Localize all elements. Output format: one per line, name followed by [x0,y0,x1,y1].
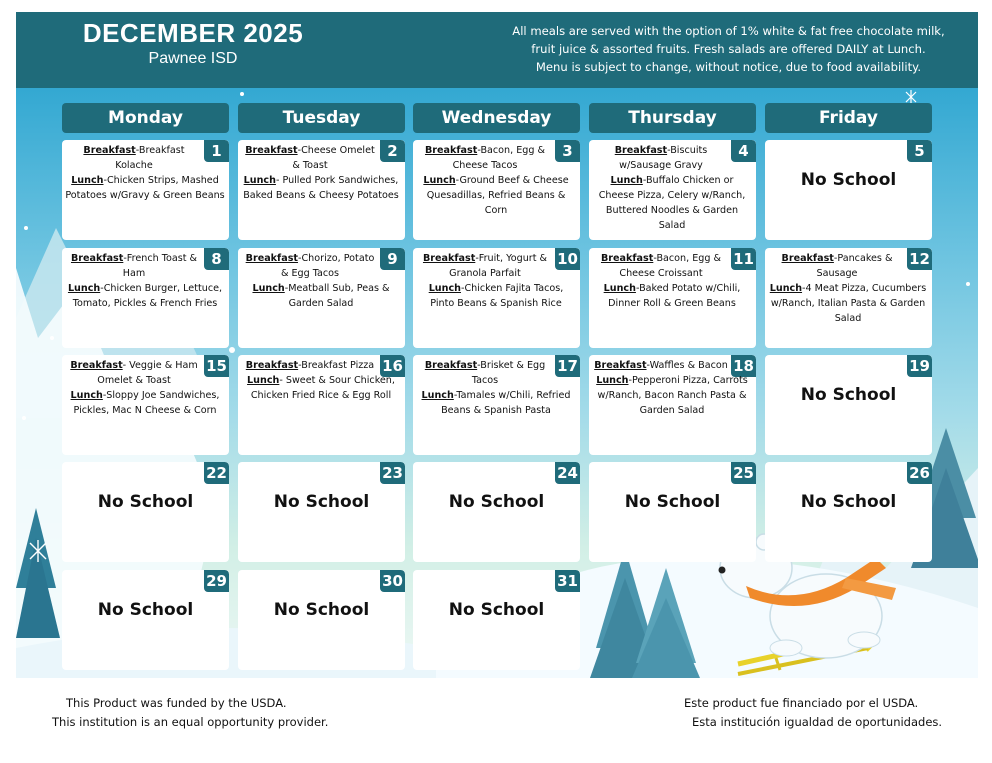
day-header-wednesday: Wednesday [413,103,580,133]
lunch-items: -Buffalo Chicken or Cheese Pizza, Celery w/Ranch, Buttered Noodles & Garden Salad [598,175,746,231]
day-cell-29 [62,570,229,670]
breakfast-items: - Veggie & Ham Omelet & Toast [97,360,198,386]
date-number: 2 [380,140,405,162]
lunch-label: Lunch [610,175,643,186]
breakfast-label: Breakfast [781,253,834,264]
calendar-header [16,12,978,88]
breakfast-items: -Breakfast Pizza [298,360,375,371]
lunch-label: Lunch [252,283,285,294]
breakfast-label: Breakfast [424,145,478,156]
breakfast-items: -Breakfast Kolache [115,145,185,171]
day-cell-22 [62,462,229,562]
notice-line: All meals are served with the option of 1% white & fat free chocolate milk, [512,24,945,38]
date-number: 11 [731,248,756,270]
date-number: 17 [555,355,580,377]
footer-equal-opportunity-es: Esta institución igualdad de oportunidades. [692,715,943,729]
date-number: 30 [380,570,405,592]
no-school-label: No School [97,492,194,512]
breakfast-label: Breakfast [245,360,299,371]
date-number: 31 [555,570,580,592]
date-number: 18 [731,355,756,377]
day-menu [65,143,225,203]
footer-equal-opportunity-en: This institution is an equal opportunity provider. [52,715,329,729]
no-school-label: No School [273,600,370,620]
date-number: 26 [907,462,932,484]
day-cell-15 [62,355,229,455]
lunch-label: Lunch [243,175,276,186]
breakfast-items: -French Toast & Ham [122,253,198,279]
date-number: 22 [204,462,229,484]
lunch-label: Lunch [421,390,454,401]
date-number: 25 [731,462,756,484]
day-cell-5 [765,140,932,240]
breakfast-items: -Brisket & Egg Tacos [471,360,546,386]
breakfast-items: -Cheese Omelet & Toast [292,145,375,171]
breakfast-label: Breakfast [594,360,647,371]
lunch-items: -4 Meat Pizza, Cucumbers w/Ranch, Italian Pasta & Garden Salad [770,283,927,324]
date-number: 12 [907,248,932,270]
day-header-tuesday: Tuesday [238,103,405,133]
day-cell-9 [238,248,405,348]
breakfast-label: Breakfast [70,253,124,264]
breakfast-label: Breakfast [614,145,668,156]
date-number: 5 [907,140,932,162]
notice-line: Menu is subject to change, without notice, due to food availability. [535,60,922,74]
breakfast-items: -Chorizo, Potato & Egg Tacos [280,253,375,279]
date-number: 1 [204,140,229,162]
lunch-items: -Baked Potato w/Chili, Dinner Roll & Green Beans [608,283,741,309]
lunch-label: Lunch [67,283,101,294]
breakfast-label: Breakfast [422,253,476,264]
date-number: 24 [555,462,580,484]
lunch-items: - Pulled Pork Sandwiches, Baked Beans & Cheesy Potatoes [243,175,399,201]
day-cell-3 [413,140,580,240]
snowflake-icon [906,90,916,104]
lunch-label: Lunch [423,175,456,186]
lunch-items: - Sweet & Sour Chicken, Chicken Fried Rice & Egg Roll [250,375,395,401]
date-number: 3 [555,140,580,162]
day-cell-24 [413,462,580,562]
lunch-items: -Pepperoni Pizza, Carrots w/Ranch, Bacon Ranch Pasta & Garden Salad [597,375,748,416]
date-number: 9 [380,248,405,270]
lunch-items: -Chicken Fajita Tacos, Pinto Beans & Spanish Rice [430,283,564,309]
footer-usda-es: Este product fue financiado por el USDA. [684,696,919,710]
day-cell-11 [589,248,756,348]
day-header-monday: Monday [62,103,229,133]
day-menu [65,251,223,311]
lunch-label: Lunch [596,375,629,386]
breakfast-items: -Waffles & Bacon [646,360,728,371]
day-cell-30 [238,570,405,670]
lunch-label: Lunch [70,390,103,401]
no-school-label: No School [97,600,194,620]
day-menu [241,251,390,311]
day-cell-2 [238,140,405,240]
day-cell-1 [62,140,229,240]
breakfast-items: -Fruit, Yogurt & Granola Parfait [449,253,548,279]
lunch-label: Lunch [428,283,461,294]
lunch-label: Lunch [603,283,636,294]
district-name: Pawnee ISD [148,50,238,67]
breakfast-items: -Pancakes & Sausage [816,253,893,279]
day-cell-10 [413,248,580,348]
day-cell-18 [589,355,756,455]
no-school-label: No School [800,492,897,512]
breakfast-items: -Bacon, Egg & Cheese Tacos [452,145,546,171]
day-cell-16 [238,355,405,455]
breakfast-label: Breakfast [83,145,136,156]
breakfast-items: -Biscuits w/Sausage Gravy [619,145,708,171]
day-menu [416,251,564,311]
lunch-items: -Chicken Strips, Mashed Potatoes w/Gravy & Green Beans [65,175,225,201]
day-cell-25 [589,462,756,562]
lunch-label: Lunch [71,175,104,186]
day-menu [592,251,741,311]
breakfast-items: -Bacon, Egg & Cheese Croissant [619,253,722,279]
day-cell-31 [413,570,580,670]
date-number: 29 [204,570,229,592]
date-number: 8 [204,248,229,270]
lunch-items: -Meatball Sub, Peas & Garden Salad [284,283,390,309]
day-cell-8 [62,248,229,348]
breakfast-label: Breakfast [70,360,123,371]
breakfast-label: Breakfast [600,253,654,264]
notice-line: fruit juice & assorted fruits. Fresh salads are offered DAILY at Lunch. [531,42,926,56]
lunch-items: -Sloppy Joe Sandwiches, Pickles, Mac N Cheese & Corn [73,390,220,416]
day-cell-23 [238,462,405,562]
date-number: 16 [380,355,405,377]
lunch-items: -Chicken Burger, Lettuce, Tomato, Pickles & French Fries [72,283,223,309]
day-cell-26 [765,462,932,562]
lunch-items: -Tamales w/Chili, Refried Beans & Spanish Pasta [441,390,571,416]
date-number: 4 [731,140,756,162]
date-number: 23 [380,462,405,484]
breakfast-label: Breakfast [245,253,299,264]
no-school-label: No School [800,170,897,190]
day-menu [592,143,746,233]
no-school-label: No School [624,492,721,512]
day-header-thursday: Thursday [589,103,756,133]
breakfast-label: Breakfast [245,145,298,156]
day-cell-19 [765,355,932,455]
winter-scene [16,88,978,678]
day-header-friday: Friday [765,103,932,133]
lunch-label: Lunch [769,283,803,294]
day-menu [241,143,399,203]
menu-notice [486,22,971,76]
date-number: 15 [204,355,229,377]
no-school-label: No School [800,385,897,405]
month-title: DECEMBER 2025 [82,18,304,48]
day-menu [416,143,569,218]
day-cell-17 [413,355,580,455]
lunch-items: -Ground Beef & Cheese Quesadillas, Refried Beans & Corn [426,175,569,216]
day-cell-12 [765,248,932,348]
footer-usda-en: This Product was funded by the USDA. [66,696,287,710]
date-number: 10 [555,248,580,270]
no-school-label: No School [448,492,545,512]
lunch-label: Lunch [247,375,280,386]
date-number: 19 [907,355,932,377]
breakfast-label: Breakfast [424,360,478,371]
no-school-label: No School [273,492,370,512]
day-cell-4 [589,140,756,240]
no-school-label: No School [448,600,545,620]
